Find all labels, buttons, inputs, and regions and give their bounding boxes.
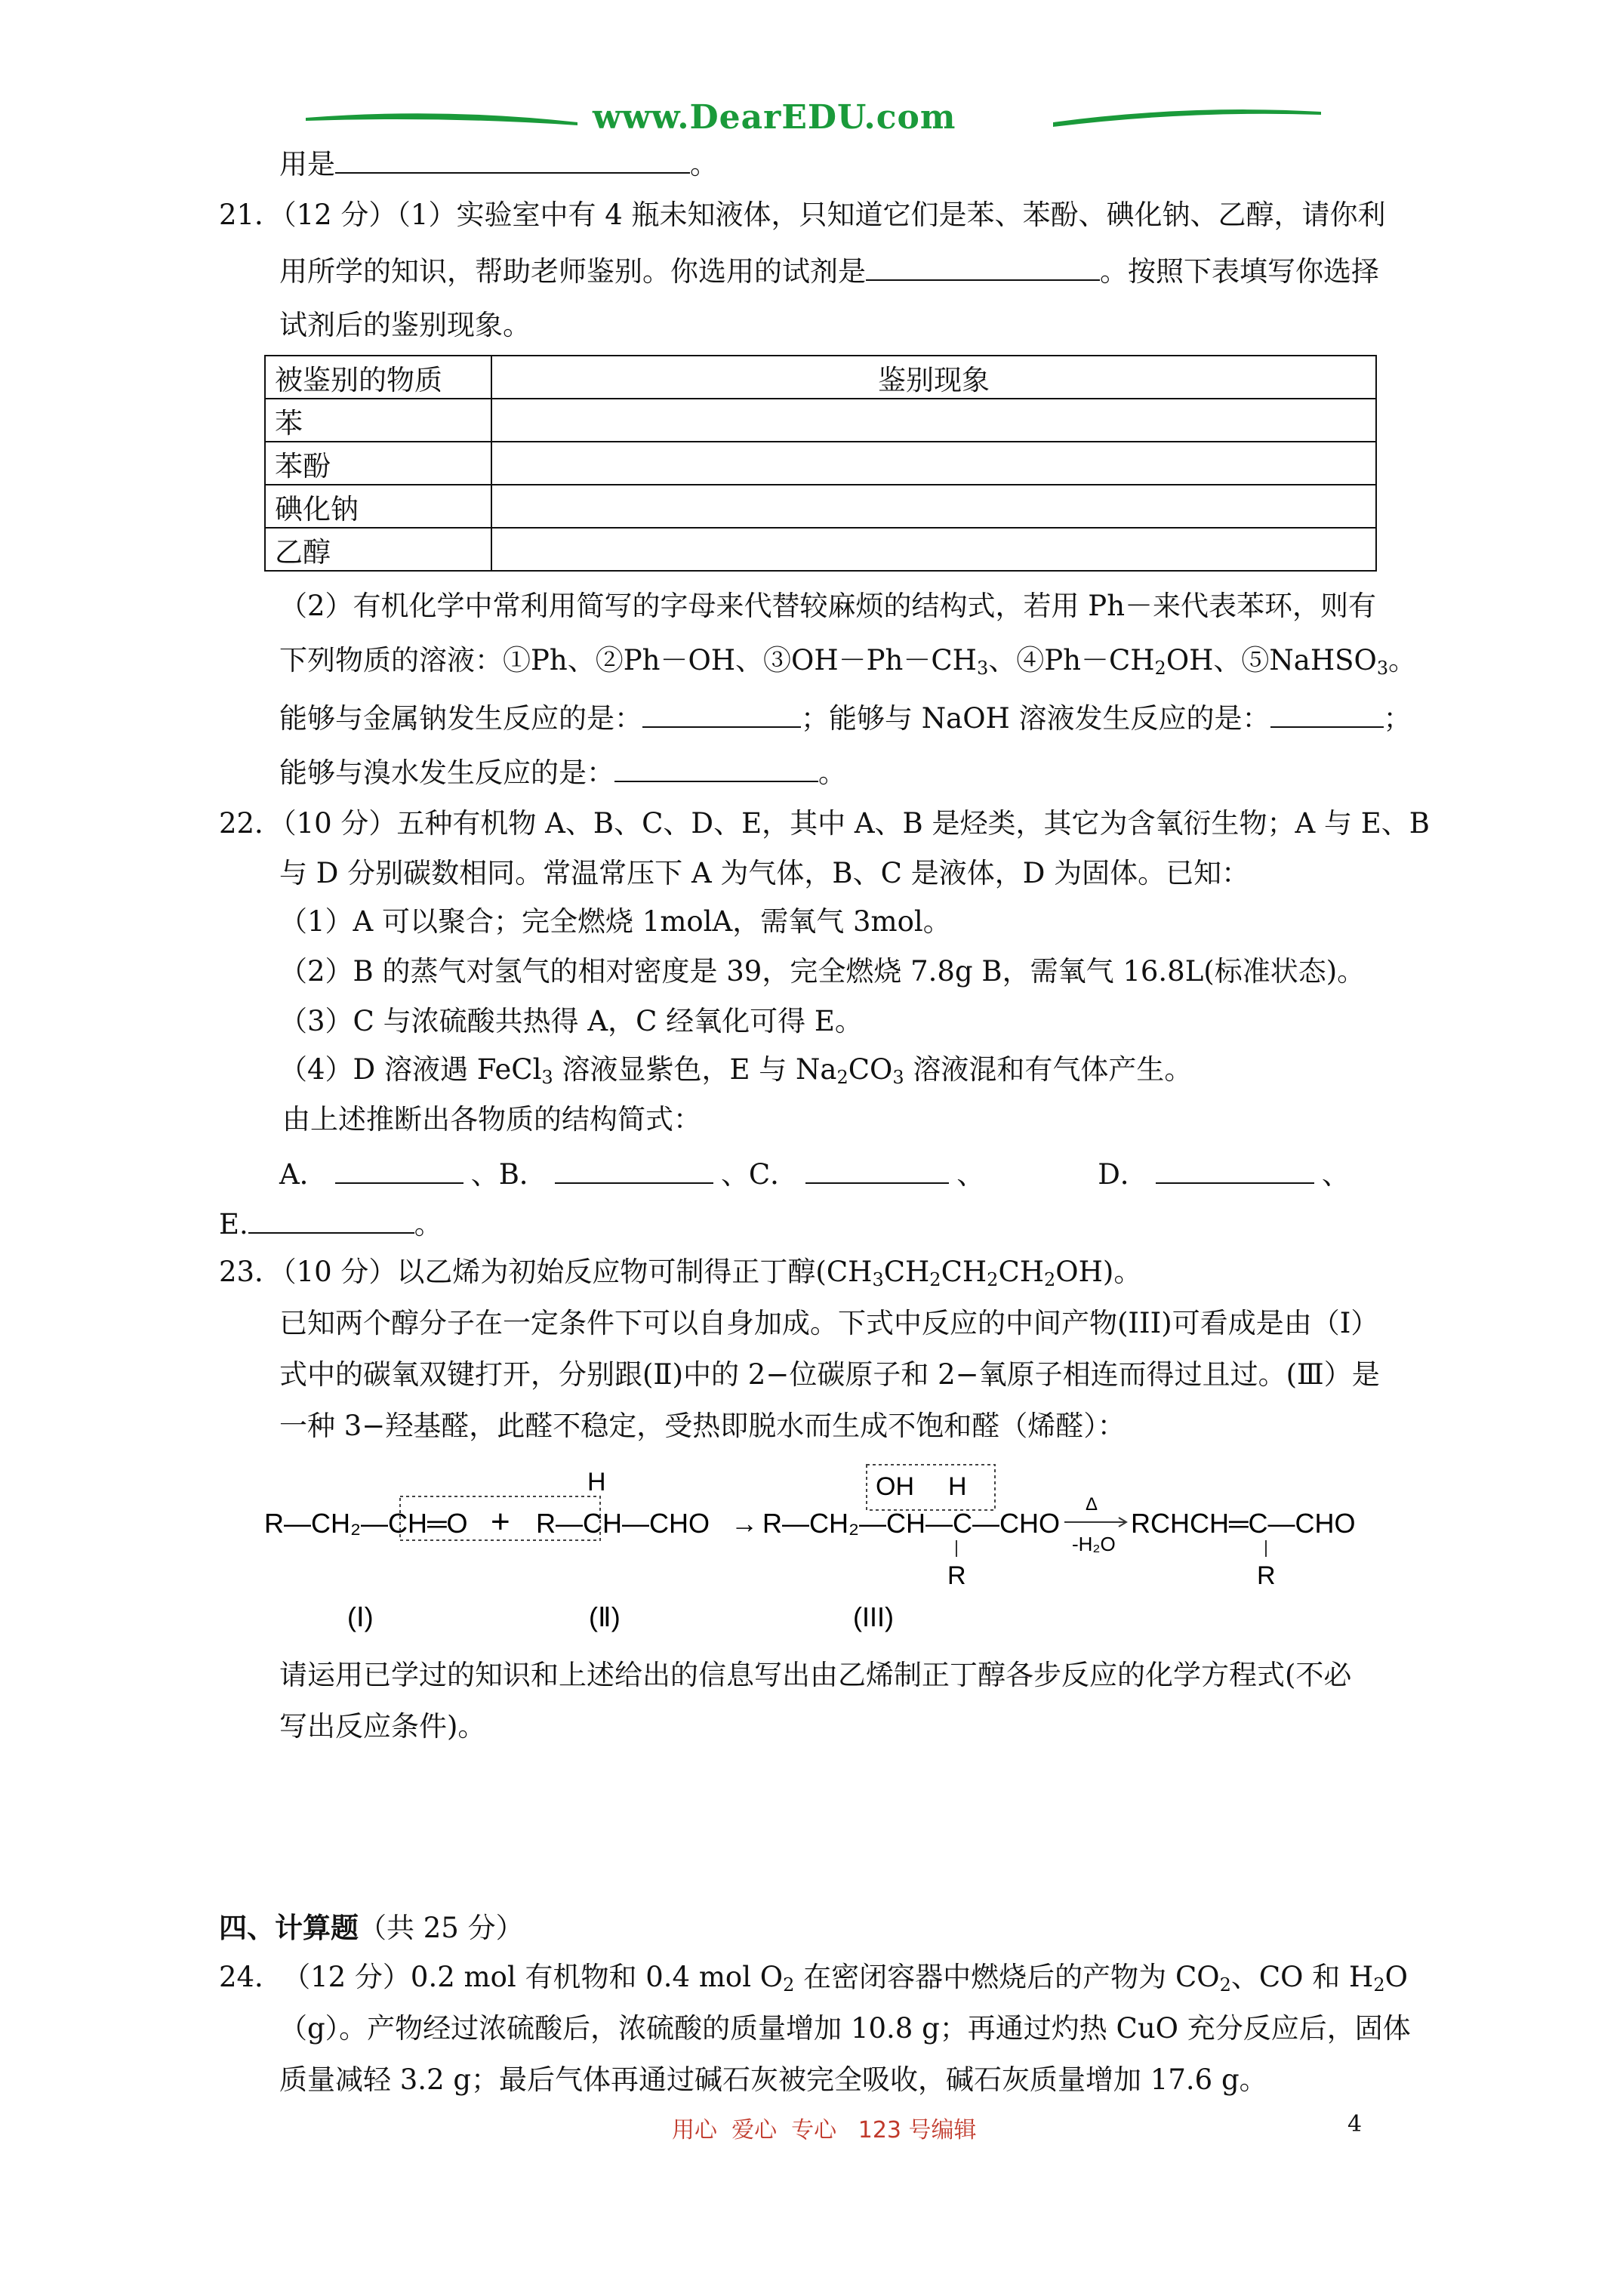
r-substituent-2: R	[1257, 1561, 1276, 1590]
q22-answer-e: E. 。	[219, 1205, 442, 1242]
answer-blank[interactable]	[335, 145, 690, 174]
q21-line2: 用所学的知识，帮助老师鉴别。你选用的试剂是 。按照下表填写你选择	[279, 252, 1379, 289]
answer-blank-c[interactable]	[805, 1155, 949, 1184]
q22-answers: A． 、B． 、C． 、 D． 、	[279, 1155, 1350, 1192]
r-substituent: R	[947, 1561, 966, 1590]
table-answer-cell[interactable]	[491, 528, 1376, 571]
table-answer-cell[interactable]	[491, 399, 1376, 442]
header-brand: www.DearEDU.com	[593, 98, 956, 137]
product-2: RCHCH═C—CHO	[1131, 1508, 1356, 1539]
q23-line3: 式中的碳氧双键打开，分别跟(Ⅱ)中的 2−位碳原子和 2−氧原子相连而得过且过。(Ⅲ）是	[279, 1358, 1380, 1391]
oh-label: OH	[876, 1472, 914, 1501]
table-row	[265, 528, 1376, 571]
sodium-blank[interactable]	[642, 699, 801, 728]
answer-blank-a[interactable]	[335, 1155, 463, 1184]
table-cell: 苯酚	[265, 442, 491, 485]
arrow-1: →	[731, 1508, 758, 1539]
bromine-blank[interactable]	[614, 754, 818, 782]
table-row	[265, 442, 1376, 485]
q21-line1: 21．（12 分）（1）实验室中有 4 瓶未知液体，只知道它们是苯、苯酚、碘化钠、乙醇，请你利	[219, 199, 1386, 231]
table-cell: 乙醇	[265, 528, 491, 571]
q20-tail: 用是 。	[279, 145, 718, 182]
q23-line4: 一种 3−羟基醛，此醛不稳定，受热即脱水而生成不饱和醛（烯醛）：	[279, 1410, 1126, 1442]
answer-blank-b[interactable]	[555, 1155, 713, 1184]
page-number: 4	[1347, 2111, 1363, 2137]
table-cell: 碘化钠	[265, 485, 491, 528]
footer-text: 用心 爱心 专心 123 号编辑	[672, 2117, 977, 2143]
q22-line1: 22．（10 分）五种有机物 A、B、C、D、E，其中 A、B 是烃类，其它为含氧衍生物；A 与 E、B	[219, 807, 1430, 840]
product-1: R—CH₂—CH—C—CHO	[762, 1508, 1060, 1539]
q21-line3: 试剂后的鉴别现象。	[279, 309, 531, 341]
q23-line5: 请运用已学过的知识和上述给出的信息写出由乙烯制正丁醇各步反应的化学方程式(不必	[279, 1659, 1352, 1691]
table-row	[265, 485, 1376, 528]
reactant-2: R—CH—CHO	[536, 1508, 710, 1539]
table-header-cell: 鉴别现象	[491, 356, 1376, 399]
q22-cond4: （4）D 溶液遇 FeCl$_3$ 溶液显紫色，E 与 $Na_2CO_3$ 溶液混和有气体产生。	[279, 1053, 1193, 1088]
q22-cond3: （3）C 与浓硫酸共热得 A，C 经氧化可得 E。	[279, 1005, 863, 1037]
label-iii: (III)	[853, 1601, 894, 1632]
h-atom-label: H	[587, 1468, 606, 1496]
reaction-scheme	[257, 1457, 1404, 1638]
q21-p2-line1: （2）有机化学中常利用简写的字母来代替较麻烦的结构式，若用 Ph－来代表苯环，则有	[279, 590, 1377, 622]
delta-label: Δ	[1086, 1494, 1098, 1515]
q22-infer: 由上述推断出各物质的结构简式：	[282, 1103, 701, 1136]
minus-water-label: -H₂O	[1072, 1533, 1116, 1555]
header-banner	[306, 97, 1325, 142]
q23-line1: 23．（10 分）以乙烯为初始反应物可制得正丁醇$(CH_3CH_2CH_2CH_2OH)$。	[219, 1256, 1142, 1290]
q24-line1: 24． （12 分）0.2 mol 有机物和 0.4 mol $O_2$ 在密闭容器中燃烧后的产物为 $CO_2$、CO 和 $H_2O$	[219, 1961, 1408, 1996]
label-i: (Ⅰ)	[347, 1601, 374, 1632]
table-header-row	[265, 356, 1376, 399]
q24-line2: （g）。产物经过浓硫酸后，浓硫酸的质量增加 10.8 g；再通过灼热 CuO 充分反应后，固体	[279, 2012, 1411, 2045]
q21-p2-line4: 能够与溴水发生反应的是： 。	[279, 754, 846, 791]
identification-table	[264, 355, 1377, 572]
naoh-blank[interactable]	[1270, 699, 1384, 728]
reactant-1: R—CH₂—CH═O	[264, 1508, 468, 1539]
section-4-title: 四、计算题（共 25 分）	[219, 1911, 524, 1944]
q24-line3: 质量减轻 3.2 g；最后气体再通过碱石灰被完全吸收，碱石灰质量增加 17.6 g。	[279, 2063, 1267, 2096]
label-ii: (Ⅱ)	[589, 1601, 621, 1632]
table-row	[265, 399, 1376, 442]
table-answer-cell[interactable]	[491, 442, 1376, 485]
q21-p2-line2: 下列物质的溶液：①Ph、②Ph－OH、$③OH-Ph-CH_3$、$④Ph-CH_2OH$、⑤NaHSO$_3$。	[279, 644, 1417, 679]
q21-p2-line3: 能够与金属钠发生反应的是： ；能够与 NaOH 溶液发生反应的是： ；	[279, 699, 1412, 736]
q22-line2: 与 D 分别碳数相同。常温常压下 A 为气体，B、C 是液体，D 为固体。已知：	[279, 857, 1250, 889]
h-label: H	[948, 1472, 967, 1501]
q22-cond1: （1）A 可以聚合；完全燃烧 1molA，需氧气 3mol。	[279, 905, 951, 938]
reagent-blank[interactable]	[866, 252, 1100, 281]
q22-cond2: （2）B 的蒸气对氢气的相对密度是 39，完全燃烧 7.8g B，需氧气 16.8L(标准状态)。	[279, 955, 1366, 988]
table-cell: 苯	[265, 399, 491, 442]
plus-sign: +	[491, 1503, 510, 1540]
table-header-cell: 被鉴别的物质	[265, 356, 491, 399]
table-answer-cell[interactable]	[491, 485, 1376, 528]
q23-line2: 已知两个醇分子在一定条件下可以自身加成。下式中反应的中间产物(III)可看成是由（Ⅰ）	[279, 1307, 1379, 1339]
answer-blank-d[interactable]	[1156, 1155, 1314, 1184]
answer-blank-e[interactable]	[248, 1205, 414, 1234]
q23-line6: 写出反应条件)。	[279, 1710, 486, 1743]
